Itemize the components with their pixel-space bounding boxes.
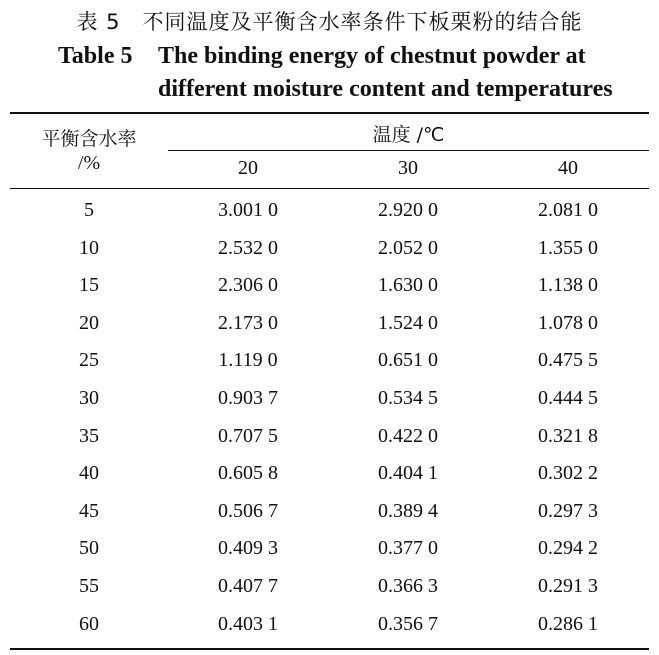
table-row (10, 270, 649, 308)
moisture-cell: 10 (79, 236, 99, 259)
moisture-cell: 50 (79, 537, 99, 560)
energy-cell-30: 2.052 0 (378, 236, 438, 259)
table-title-en-line1: The binding energy of chestnut powder at (158, 43, 586, 69)
moisture-cell: 35 (79, 424, 99, 447)
table-title-en (58, 40, 613, 106)
temperature-column-headers (168, 157, 649, 185)
table-row (10, 609, 649, 647)
moisture-cell: 40 (79, 462, 99, 485)
row-header-unit: /% (77, 152, 101, 174)
moisture-cell: 55 (79, 574, 99, 597)
energy-cell-30: 2.920 0 (378, 199, 438, 221)
energy-cell-40: 0.286 1 (538, 612, 598, 635)
table-row (10, 345, 649, 383)
table-title-cn: 表 5 不同温度及平衡含水率条件下板栗粉的结合能 (76, 10, 583, 34)
energy-cell-20: 0.409 3 (218, 537, 278, 560)
energy-cell-20: 2.173 0 (218, 311, 278, 334)
energy-cell-20: 0.403 1 (218, 612, 278, 635)
header-bottom-rule (10, 188, 649, 189)
energy-cell-40: 0.297 3 (538, 499, 598, 522)
energy-cell-20: 2.306 0 (218, 274, 278, 297)
energy-cell-40: 2.081 0 (538, 199, 598, 221)
table-body (10, 195, 649, 646)
table-row (10, 496, 649, 534)
energy-cell-40: 1.138 0 (538, 274, 598, 297)
moisture-cell: 5 (84, 199, 94, 221)
energy-cell-20: 2.532 0 (218, 236, 278, 259)
energy-cell-30: 0.366 3 (378, 574, 438, 597)
row-header-moisture: 平衡含水率 (41, 128, 137, 150)
energy-cell-30: 0.651 0 (378, 349, 438, 372)
energy-cell-40: 0.444 5 (538, 386, 598, 409)
energy-cell-20: 0.707 5 (218, 424, 278, 447)
energy-cell-20: 0.903 7 (218, 386, 278, 409)
table-row (10, 458, 649, 496)
table-row (10, 533, 649, 571)
energy-cell-30: 1.630 0 (378, 274, 438, 297)
energy-cell-20: 1.119 0 (218, 349, 278, 372)
energy-cell-20: 3.001 0 (218, 199, 278, 221)
column-header-40: 40 (558, 157, 578, 179)
energy-cell-40: 1.078 0 (538, 311, 598, 334)
energy-cell-30: 0.389 4 (378, 499, 438, 522)
energy-cell-30: 0.422 0 (378, 424, 438, 447)
moisture-cell: 30 (79, 386, 99, 409)
energy-cell-30: 0.534 5 (378, 386, 438, 409)
energy-cell-20: 0.506 7 (218, 499, 278, 522)
column-header-20: 20 (238, 157, 258, 179)
energy-cell-40: 0.302 2 (538, 462, 598, 485)
moisture-cell: 25 (79, 349, 99, 372)
energy-cell-30: 0.377 0 (378, 537, 438, 560)
column-group-header-temperature: 温度 /℃ (372, 124, 445, 146)
energy-cell-40: 0.475 5 (538, 349, 598, 372)
moisture-cell: 15 (79, 274, 99, 297)
table-row (10, 571, 649, 609)
energy-cell-30: 0.404 1 (378, 462, 438, 485)
energy-cell-20: 0.605 8 (218, 462, 278, 485)
moisture-cell: 45 (79, 499, 99, 522)
table-row (10, 421, 649, 459)
energy-cell-30: 0.356 7 (378, 612, 438, 635)
table-row (10, 233, 649, 271)
energy-cell-40: 0.321 8 (538, 424, 598, 447)
table-label-en: Table 5 (58, 43, 133, 69)
energy-cell-20: 0.407 7 (218, 574, 278, 597)
table-row (10, 308, 649, 346)
table-row (10, 195, 649, 233)
column-header-30: 30 (398, 157, 418, 179)
energy-cell-40: 0.294 2 (538, 537, 598, 560)
moisture-cell: 20 (79, 311, 99, 334)
table-row (10, 383, 649, 421)
energy-cell-40: 0.291 3 (538, 574, 598, 597)
table-bottom-rule (10, 648, 649, 650)
table-title-en-line2: different moisture content and temperatures (158, 76, 613, 102)
energy-cell-40: 1.355 0 (538, 236, 598, 259)
table-top-rule (10, 112, 649, 114)
moisture-cell: 60 (79, 612, 99, 635)
energy-cell-30: 1.524 0 (378, 311, 438, 334)
group-header-rule (168, 150, 649, 151)
